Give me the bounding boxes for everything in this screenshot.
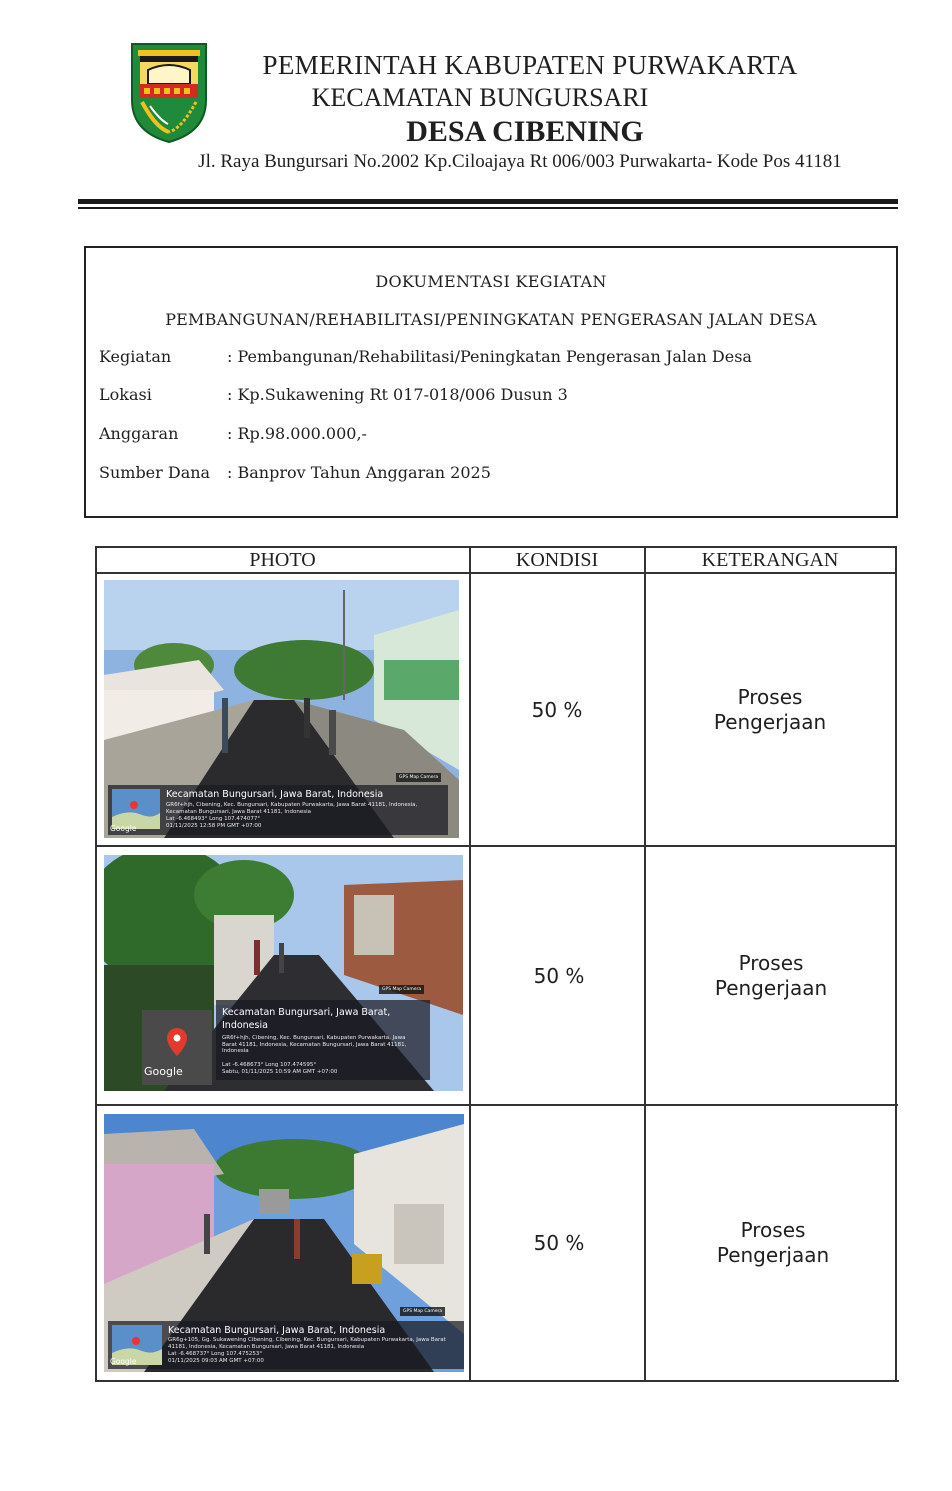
map-thumbnail-icon <box>112 789 160 829</box>
info-row-anggaran <box>99 424 367 443</box>
keterangan-line-1: Proses <box>737 685 803 709</box>
keterangan-line-1: Proses <box>738 951 804 975</box>
gps-address: GR6f+hjh, Cibening, Kec. Bungursari, Kabupaten Purwakarta, Jawa Barat 41181, Indonesia, Kecamatan Bungursari, Jawa Barat 41181, Indonesia <box>166 802 418 815</box>
document-title: DOKUMENTASI KEGIATAN <box>375 272 607 291</box>
keterangan-value <box>648 1218 898 1268</box>
document-subtitle: PEMBANGUNAN/REHABILITASI/PENINGKATAN PENGERASAN JALAN DESA <box>165 310 817 329</box>
header-district-name: KECAMATAN BUNGURSARI <box>311 83 649 112</box>
gps-overlay <box>108 785 448 835</box>
info-label: Lokasi <box>99 385 152 404</box>
documentation-photo-1 <box>104 580 459 838</box>
gps-overlay <box>216 1000 430 1080</box>
google-watermark: Google <box>110 824 137 833</box>
info-value: : Rp.98.000.000,- <box>227 424 367 443</box>
gps-timestamp: 01/11/2025 12:58 PM GMT +07:00 <box>166 823 262 829</box>
keterangan-value <box>645 685 895 735</box>
gps-timestamp: Sabtu, 01/11/2025 10:59 AM GMT +07:00 <box>222 1069 338 1075</box>
info-row-sumber-dana <box>99 463 491 482</box>
keterangan-line-2: Pengerjaan <box>713 710 827 734</box>
gps-overlay <box>108 1321 464 1369</box>
gps-place: Kecamatan Bungursari, Jawa Barat, Indonesia <box>222 1007 391 1031</box>
header-government-name: PEMERINTAH KABUPATEN PURWAKARTA <box>262 50 798 80</box>
documentation-photo-3 <box>104 1114 464 1372</box>
google-watermark: Google <box>144 1065 183 1078</box>
column-header-keterangan: KETERANGAN <box>701 549 839 571</box>
info-value: : Kp.Sukawening Rt 017-018/006 Dusun 3 <box>227 385 568 404</box>
info-row-kegiatan <box>99 347 752 366</box>
kondisi-value: 50 % <box>533 964 585 988</box>
info-label: Sumber Dana <box>99 463 211 482</box>
header-address: Jl. Raya Bungursari No.2002 Kp.Ciloajaya Rt 006/003 Purwakarta- Kode Pos 41181 <box>198 151 842 172</box>
gps-coordinates: Lat -6.468737° Long 107.475253° <box>168 1351 263 1357</box>
gps-address: GR6g+105, Gg. Sukawening Cibening, Cibening, Kec. Bungursari, Kabupaten Purwakarta, Jawa Barat 41181, Indonesia, Kecamatan Bungursari, Jawa Barat 41181, Indonesia <box>168 1337 446 1350</box>
kondisi-value: 50 % <box>533 1231 585 1255</box>
gps-place: Kecamatan Bungursari, Jawa Barat, Indonesia <box>168 1325 386 1336</box>
info-label: Anggaran <box>99 424 179 443</box>
info-label: Kegiatan <box>99 347 172 366</box>
keterangan-value <box>646 951 896 1001</box>
gps-coordinates: Lat -6.468493° Long 107.474077° <box>166 816 261 822</box>
info-value: : Pembangunan/Rehabilitasi/Peningkatan Pengerasan Jalan Desa <box>227 347 752 366</box>
keterangan-line-1: Proses <box>740 1218 806 1242</box>
header-divider-thick <box>78 199 898 204</box>
keterangan-line-2: Pengerjaan <box>714 976 828 1000</box>
gps-map-camera-badge: GPS Map Camera <box>379 985 424 994</box>
header-village-name: DESA CIBENING <box>406 115 644 148</box>
info-row-lokasi <box>99 385 568 404</box>
gps-place: Kecamatan Bungursari, Jawa Barat, Indonesia <box>166 789 384 800</box>
gps-timestamp: 01/11/2025 09:03 AM GMT +07:00 <box>168 1358 264 1364</box>
gps-map-camera-badge: GPS Map Camera <box>396 773 441 782</box>
column-header-kondisi: KONDISI <box>515 549 599 571</box>
header-divider-thin <box>78 207 898 209</box>
gps-address: GR6f+hjh, Cibening, Kec. Bungursari, Kabupaten Purwakarta, Jawa Barat 41181, Indonesia, Kecamatan Bungursari, Jawa Barat 41181, Indonesia <box>222 1035 407 1054</box>
info-value: : Banprov Tahun Anggaran 2025 <box>227 463 491 482</box>
activity-info-box <box>84 246 898 518</box>
google-watermark: Google <box>110 1357 137 1366</box>
documentation-photo-2 <box>104 855 463 1091</box>
gps-coordinates: Lat -6.468673° Long 107.474595° <box>222 1062 317 1068</box>
keterangan-line-2: Pengerjaan <box>716 1243 830 1267</box>
gps-map-camera-badge: GPS Map Camera <box>400 1307 445 1316</box>
column-header-photo: PHOTO <box>249 549 316 571</box>
kondisi-value: 50 % <box>531 698 583 722</box>
